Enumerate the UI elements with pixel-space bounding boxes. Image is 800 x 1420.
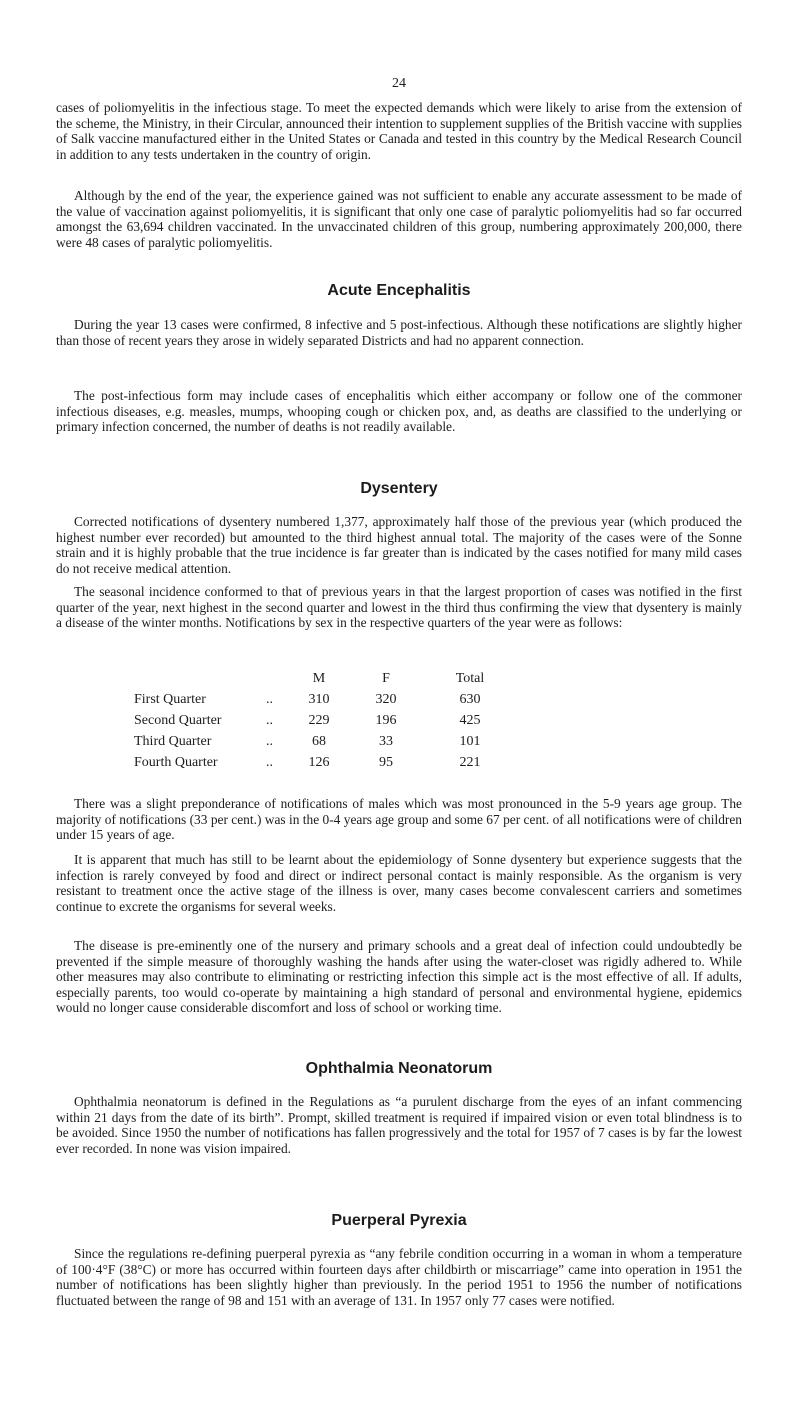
table-row — [134, 689, 510, 710]
row-female-count: 95 — [379, 754, 393, 770]
row-total-count: 425 — [459, 712, 481, 728]
paragraph-puerperal-regulations: Since the regulations re-defining puerperal pyrexia as “any febrile condition occurring in a woman in whom a temperature of 100·4°F (38°C) or more has occurred within fourteen days after childbirth or miscarriage” came into operation in 1951 the number of notifications has been slightly higher than previously. In the period 1951 to 1956 the number of notifications fluctuated between the range of 98 and 151 with an average of 131. In 1957 only 77 cases were notified. — [56, 1246, 742, 1308]
table-row — [134, 710, 510, 731]
row-total-count: 630 — [459, 691, 481, 707]
paragraph-encephalitis-cases: During the year 13 cases were confirmed, 8 infective and 5 post-infectious. Although these notifications are slightly higher than those of recent years they arose in widely separated Districts and had no apparent connection. — [56, 317, 742, 348]
row-total-count: 221 — [459, 754, 481, 770]
document-page — [56, 0, 742, 1420]
row-leader-dots: .. — [266, 733, 273, 749]
row-male-count: 310 — [308, 691, 330, 707]
row-quarter-label: Fourth Quarter — [134, 754, 218, 770]
paragraph-school-hygiene: The disease is pre-eminently one of the nursery and primary schools and a great deal of infection could undoubtedly be prevented if the simple measure of thoroughly washing the hands after using the water-closet was rigidly adhered to. While other measures may also contribute to eliminating or restricting infection this simple act is the most effective of all. If adults, especially parents, too would co-operate by maintaining a high standard of personal and environmental hygiene, epidemics would no longer cause considerable discomfort and loss of school or working time. — [56, 938, 742, 1016]
row-female-count: 33 — [379, 733, 393, 749]
paragraph-male-preponderance: There was a slight preponderance of notifications of males which was most pronounced in the 5-9 years age group. The majority of notifications (33 per cent.) was in the 0-4 years age group and some 67 per cent. of all notifications were of children under 15 years of age. — [56, 796, 742, 843]
row-leader-dots: .. — [266, 712, 273, 728]
column-header-female: F — [382, 670, 390, 686]
paragraph-seasonal-incidence: The seasonal incidence conformed to that of previous years in that the largest proportion of cases was notified in the first quarter of the year, next highest in the second quarter and lowest in the third thus confirming the view that dysentery is mainly a disease of the winter months. Notifications by sex in the respective quarters of the year were as follows: — [56, 584, 742, 631]
paragraph-sonne-epidemiology: It is apparent that much has still to be learnt about the epidemiology of Sonne dysentery but experience suggests that the infection is rarely conveyed by food and direct or indirect personal contact is mainly responsible. As the organism is very resistant to treatment once the active stage of the illness is over, many cases become convalescent carriers and sometimes continue to excrete the organisms for several weeks. — [56, 852, 742, 914]
row-male-count: 68 — [312, 733, 326, 749]
paragraph-dysentery-notifications: Corrected notifications of dysentery numbered 1,377, approximately half those of the previous year (which produced the highest number ever recorded) but amounted to the third highest annual total. The majority of the cases were of the Sonne strain and it is highly probable that the true incidence is far greater than is indicated by the cases notified for many mild cases do not receive medical attention. — [56, 514, 742, 576]
row-quarter-label: Second Quarter — [134, 712, 222, 728]
row-quarter-label: First Quarter — [134, 691, 206, 707]
row-total-count: 101 — [459, 733, 481, 749]
heading-ophthalmia-neonatorum: Ophthalmia Neonatorum — [305, 1060, 493, 1077]
column-header-total: Total — [455, 670, 485, 686]
dysentery-notifications-table — [134, 668, 510, 773]
row-quarter-label: Third Quarter — [134, 733, 212, 749]
page-number: 24 — [392, 76, 406, 91]
row-male-count: 229 — [308, 712, 330, 728]
paragraph-vaccination-assessment: Although by the end of the year, the experience gained was not sufficient to enable any accurate assessment to be made of the value of vaccination against poliomyelitis, it is significant that only one case of paralytic poliomyelitis had so far occurred amongst the 63,694 children vaccinated. In the unvaccinated children of this group, numbering approximately 200,000, there were 48 cases of paralytic poliomyelitis. — [56, 188, 742, 250]
row-female-count: 196 — [375, 712, 397, 728]
row-leader-dots: .. — [266, 754, 273, 770]
row-leader-dots: .. — [266, 691, 273, 707]
paragraph-ophthalmia-definition: Ophthalmia neonatorum is defined in the Regulations as “a purulent discharge from the eyes of an infant commencing within 21 days from the date of its birth”. Prompt, skilled treatment is required if impaired vision or even total blindness is to be avoided. Since 1950 the number of notifications has fallen progressively and the total for 1957 of 7 cases is by far the lowest ever recorded. In none was vision impaired. — [56, 1094, 742, 1156]
table-row — [134, 752, 510, 773]
table-header-row — [134, 668, 510, 689]
row-male-count: 126 — [308, 754, 330, 770]
heading-acute-encephalitis: Acute Encephalitis — [327, 282, 471, 299]
heading-puerperal-pyrexia: Puerperal Pyrexia — [331, 1212, 467, 1229]
paragraph-post-infectious-form: The post-infectious form may include cases of encephalitis which either accompany or follow one of the commoner infectious diseases, e.g. measles, mumps, whooping cough or chicken pox, and, as deaths are classified to the underlying or primary infection concerned, the number of deaths is not readily available. — [56, 388, 742, 435]
column-header-male: M — [312, 670, 326, 686]
table-row — [134, 731, 510, 752]
row-female-count: 320 — [375, 691, 397, 707]
heading-dysentery: Dysentery — [360, 480, 438, 497]
paragraph-vaccine-supplies: cases of poliomyelitis in the infectious stage. To meet the expected demands which were likely to arise from the extension of the scheme, the Ministry, in their Circular, announced their intention to supplement supplies of the British vaccine with supplies of Salk vaccine manufactured either in the United States or Canada and tested in this country by the Medical Research Council in addition to any tests undertaken in the country of origin. — [56, 100, 742, 162]
